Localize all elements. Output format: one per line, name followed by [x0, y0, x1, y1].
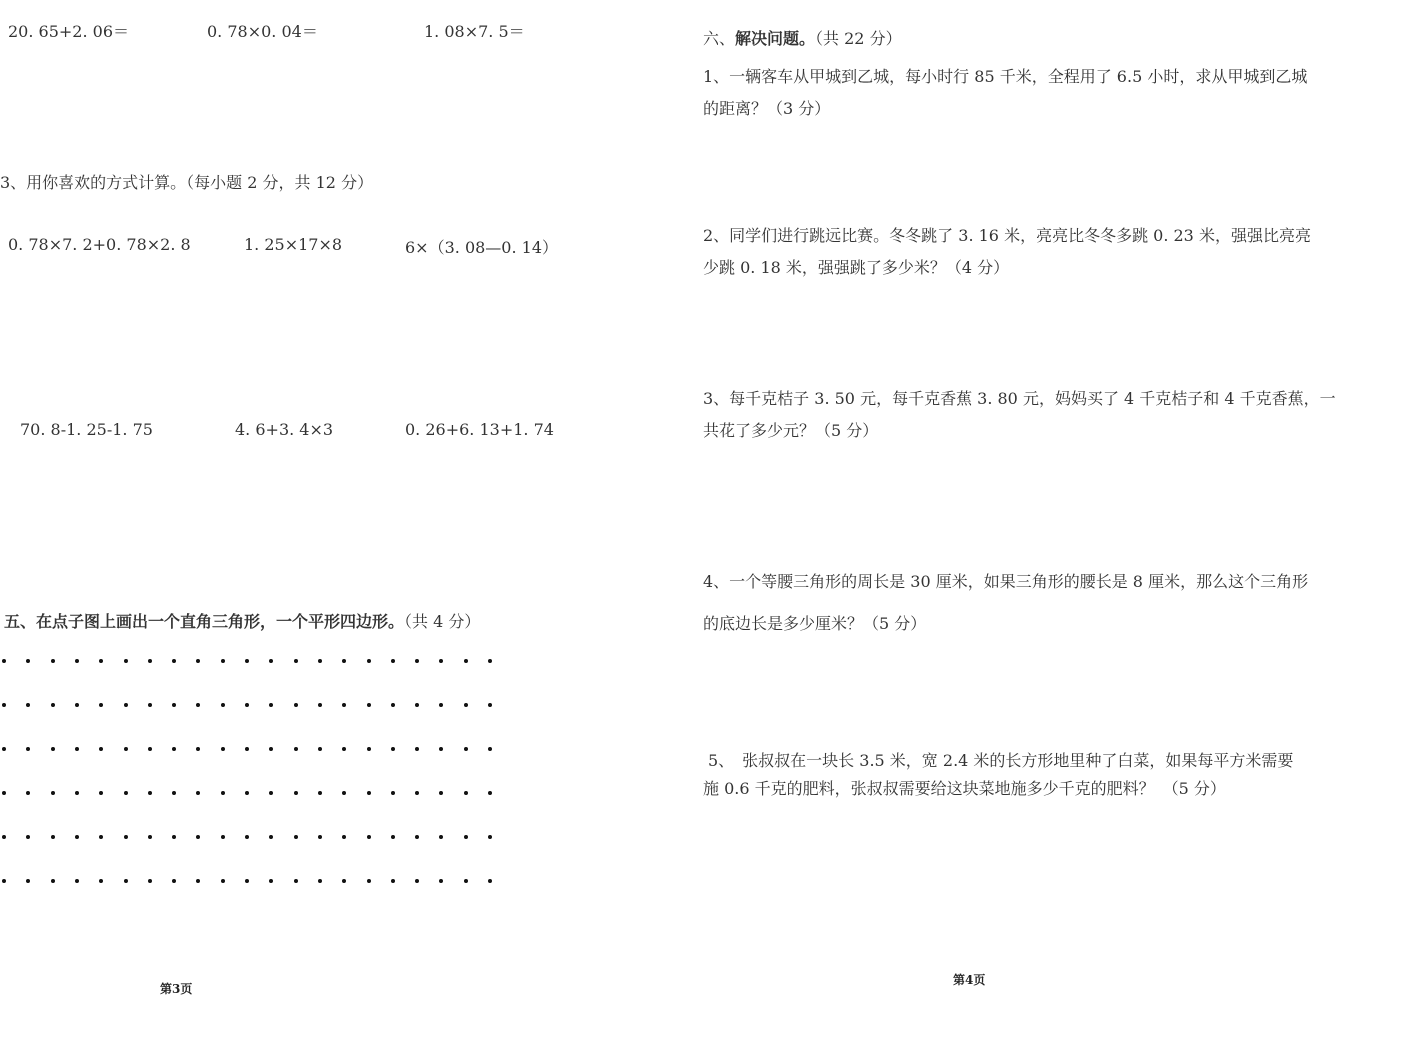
calc-item-1: 0. 78×7. 2+0. 78×2. 8: [8, 235, 191, 254]
grid-dot: [221, 835, 225, 839]
grid-dot: [75, 659, 79, 663]
grid-dot: [172, 879, 176, 883]
grid-dot: [99, 659, 103, 663]
grid-dot: [172, 703, 176, 707]
grid-dot: [439, 835, 443, 839]
grid-dot: [391, 791, 395, 795]
calc-item-3: 6×（3. 08—0. 14）: [405, 238, 559, 257]
grid-dot: [75, 791, 79, 795]
grid-dot: [172, 659, 176, 663]
grid-dot: [99, 747, 103, 751]
grid-dot: [415, 703, 419, 707]
grid-dot: [75, 747, 79, 751]
grid-dot: [51, 703, 55, 707]
grid-dot: [51, 659, 55, 663]
grid-dot: [172, 835, 176, 839]
grid-dot: [391, 879, 395, 883]
grid-dot: [51, 879, 55, 883]
grid-dot: [148, 791, 152, 795]
problem-4-line-2: 的底边长是多少厘米？（5 分）: [703, 614, 927, 633]
grid-dot: [342, 659, 346, 663]
calc-item-5: 4. 6+3. 4×3: [235, 420, 334, 439]
grid-dot: [318, 879, 322, 883]
grid-dot: [148, 747, 152, 751]
grid-dot: [367, 879, 371, 883]
problem-1-line-1: 1、一辆客车从甲城到乙城，每小时行 85 千米，全程用了 6.5 小时，求从甲城到乙城: [703, 67, 1308, 86]
oral-calc-2: 0. 78×0. 04＝: [207, 22, 318, 41]
grid-dot: [124, 659, 128, 663]
problem-1-line-2: 的距离？（3 分）: [703, 99, 831, 118]
grid-dot: [221, 659, 225, 663]
grid-dot: [196, 835, 200, 839]
grid-dot: [26, 703, 30, 707]
grid-dot: [464, 659, 468, 663]
grid-dot: [221, 791, 225, 795]
grid-dot: [196, 703, 200, 707]
grid-dot: [367, 747, 371, 751]
problem-5-line-2: 施 0.6 千克的肥料，张叔叔需要给这块菜地施多少千克的肥料？ （5 分）: [703, 779, 1226, 798]
section-6-prefix: 六、: [703, 29, 736, 48]
grid-dot: [99, 703, 103, 707]
grid-dot: [196, 659, 200, 663]
grid-dot: [464, 879, 468, 883]
grid-dot: [367, 791, 371, 795]
problem-2-line-1: 2、同学们进行跳远比赛。冬冬跳了 3. 16 米，亮亮比冬冬多跳 0. 23 米，强强比亮亮: [703, 226, 1311, 245]
grid-dot: [196, 879, 200, 883]
grid-dot: [75, 879, 79, 883]
section-6-heading: [703, 26, 902, 49]
grid-dot: [26, 835, 30, 839]
grid-dot: [75, 835, 79, 839]
grid-dot: [269, 835, 273, 839]
grid-dot: [269, 791, 273, 795]
grid-dot: [488, 791, 492, 795]
problem-3-line-2: 共花了多少元？（5 分）: [703, 421, 879, 440]
grid-dot: [124, 835, 128, 839]
grid-dot: [245, 747, 249, 751]
grid-dot: [488, 879, 492, 883]
grid-dot: [342, 879, 346, 883]
grid-dot: [439, 659, 443, 663]
grid-dot: [488, 659, 492, 663]
grid-dot: [75, 703, 79, 707]
grid-dot: [2, 659, 6, 663]
grid-dot: [2, 747, 6, 751]
grid-dot: [148, 879, 152, 883]
grid-dot: [124, 879, 128, 883]
grid-dot: [415, 835, 419, 839]
grid-dot: [124, 703, 128, 707]
grid-dot: [464, 791, 468, 795]
grid-dot: [391, 703, 395, 707]
grid-dot: [196, 791, 200, 795]
grid-dot: [391, 659, 395, 663]
grid-dot: [2, 791, 6, 795]
grid-dot: [294, 703, 298, 707]
grid-dot: [464, 747, 468, 751]
grid-dot: [439, 879, 443, 883]
grid-dot: [245, 835, 249, 839]
grid-dot: [221, 747, 225, 751]
calc-item-2: 1. 25×17×8: [244, 235, 343, 254]
grid-dot: [342, 703, 346, 707]
section-5-title: 五、在点子图上画出一个直角三角形，一个平形四边形。: [4, 612, 405, 631]
grid-dot: [415, 747, 419, 751]
grid-dot: [124, 747, 128, 751]
grid-dot: [51, 791, 55, 795]
grid-dot: [488, 703, 492, 707]
grid-dot: [318, 703, 322, 707]
grid-dot: [318, 659, 322, 663]
grid-dot: [439, 703, 443, 707]
grid-dot: [464, 835, 468, 839]
grid-dot: [245, 659, 249, 663]
calc-item-4: 70. 8-1. 25-1. 75: [20, 420, 153, 439]
grid-dot: [318, 791, 322, 795]
grid-dot: [26, 791, 30, 795]
grid-dot: [26, 659, 30, 663]
grid-dot: [439, 791, 443, 795]
grid-dot: [245, 879, 249, 883]
grid-dot: [439, 747, 443, 751]
grid-dot: [342, 791, 346, 795]
section-6-score: （共 22 分）: [815, 29, 902, 48]
problem-4-line-1: 4、一个等腰三角形的周长是 30 厘米，如果三角形的腰长是 8 厘米，那么这个三角形: [703, 572, 1309, 591]
problem-5-line-1: 5、 张叔叔在一块长 3.5 米，宽 2.4 米的长方形地里种了白菜，如果每平方米需要: [708, 751, 1294, 770]
grid-dot: [269, 659, 273, 663]
grid-dot: [391, 835, 395, 839]
grid-dot: [318, 747, 322, 751]
grid-dot: [51, 747, 55, 751]
grid-dot: [148, 703, 152, 707]
grid-dot: [26, 747, 30, 751]
grid-dot: [269, 879, 273, 883]
grid-dot: [26, 879, 30, 883]
section-5-heading: [4, 609, 480, 632]
grid-dot: [342, 835, 346, 839]
grid-dot: [367, 659, 371, 663]
grid-dot: [269, 703, 273, 707]
grid-dot: [245, 791, 249, 795]
calc-item-6: 0. 26+6. 13+1. 74: [405, 420, 554, 439]
problem-3-line-1: 3、每千克桔子 3. 50 元，每千克香蕉 3. 80 元，妈妈买了 4 千克桔子和 4 千克香蕉，一: [703, 389, 1336, 408]
grid-dot: [415, 879, 419, 883]
grid-dot: [245, 703, 249, 707]
grid-dot: [2, 835, 6, 839]
grid-dot: [124, 791, 128, 795]
oral-calc-3: 1. 08×7. 5＝: [424, 22, 525, 41]
grid-dot: [99, 879, 103, 883]
grid-dot: [294, 879, 298, 883]
grid-dot: [221, 879, 225, 883]
grid-dot: [318, 835, 322, 839]
oral-calc-1: 20. 65+2. 06＝: [8, 22, 130, 41]
grid-dot: [488, 835, 492, 839]
grid-dot: [172, 747, 176, 751]
grid-dot: [367, 835, 371, 839]
grid-dot: [172, 791, 176, 795]
grid-dot: [269, 747, 273, 751]
section-6-title: 解决问题。: [735, 29, 816, 48]
grid-dot: [294, 835, 298, 839]
grid-dot: [2, 703, 6, 707]
grid-dot: [196, 747, 200, 751]
grid-dot: [464, 703, 468, 707]
section-5-score: （共 4 分）: [404, 612, 481, 631]
grid-dot: [415, 659, 419, 663]
page-number-right: 第4页: [953, 973, 986, 987]
section-3-title: 3、用你喜欢的方式计算。（每小题 2 分，共 12 分）: [0, 173, 374, 192]
grid-dot: [148, 659, 152, 663]
grid-dot: [367, 703, 371, 707]
grid-dot: [2, 879, 6, 883]
grid-dot: [99, 791, 103, 795]
grid-dot: [415, 791, 419, 795]
grid-dot: [51, 835, 55, 839]
grid-dot: [294, 747, 298, 751]
grid-dot: [99, 835, 103, 839]
grid-dot: [391, 747, 395, 751]
page-number-left: 第3页: [160, 982, 193, 996]
grid-dot: [342, 747, 346, 751]
problem-2-line-2: 少跳 0. 18 米，强强跳了多少米？（4 分）: [703, 258, 1010, 277]
grid-dot: [488, 747, 492, 751]
grid-dot: [221, 703, 225, 707]
grid-dot: [148, 835, 152, 839]
grid-dot: [294, 659, 298, 663]
grid-dot: [294, 791, 298, 795]
